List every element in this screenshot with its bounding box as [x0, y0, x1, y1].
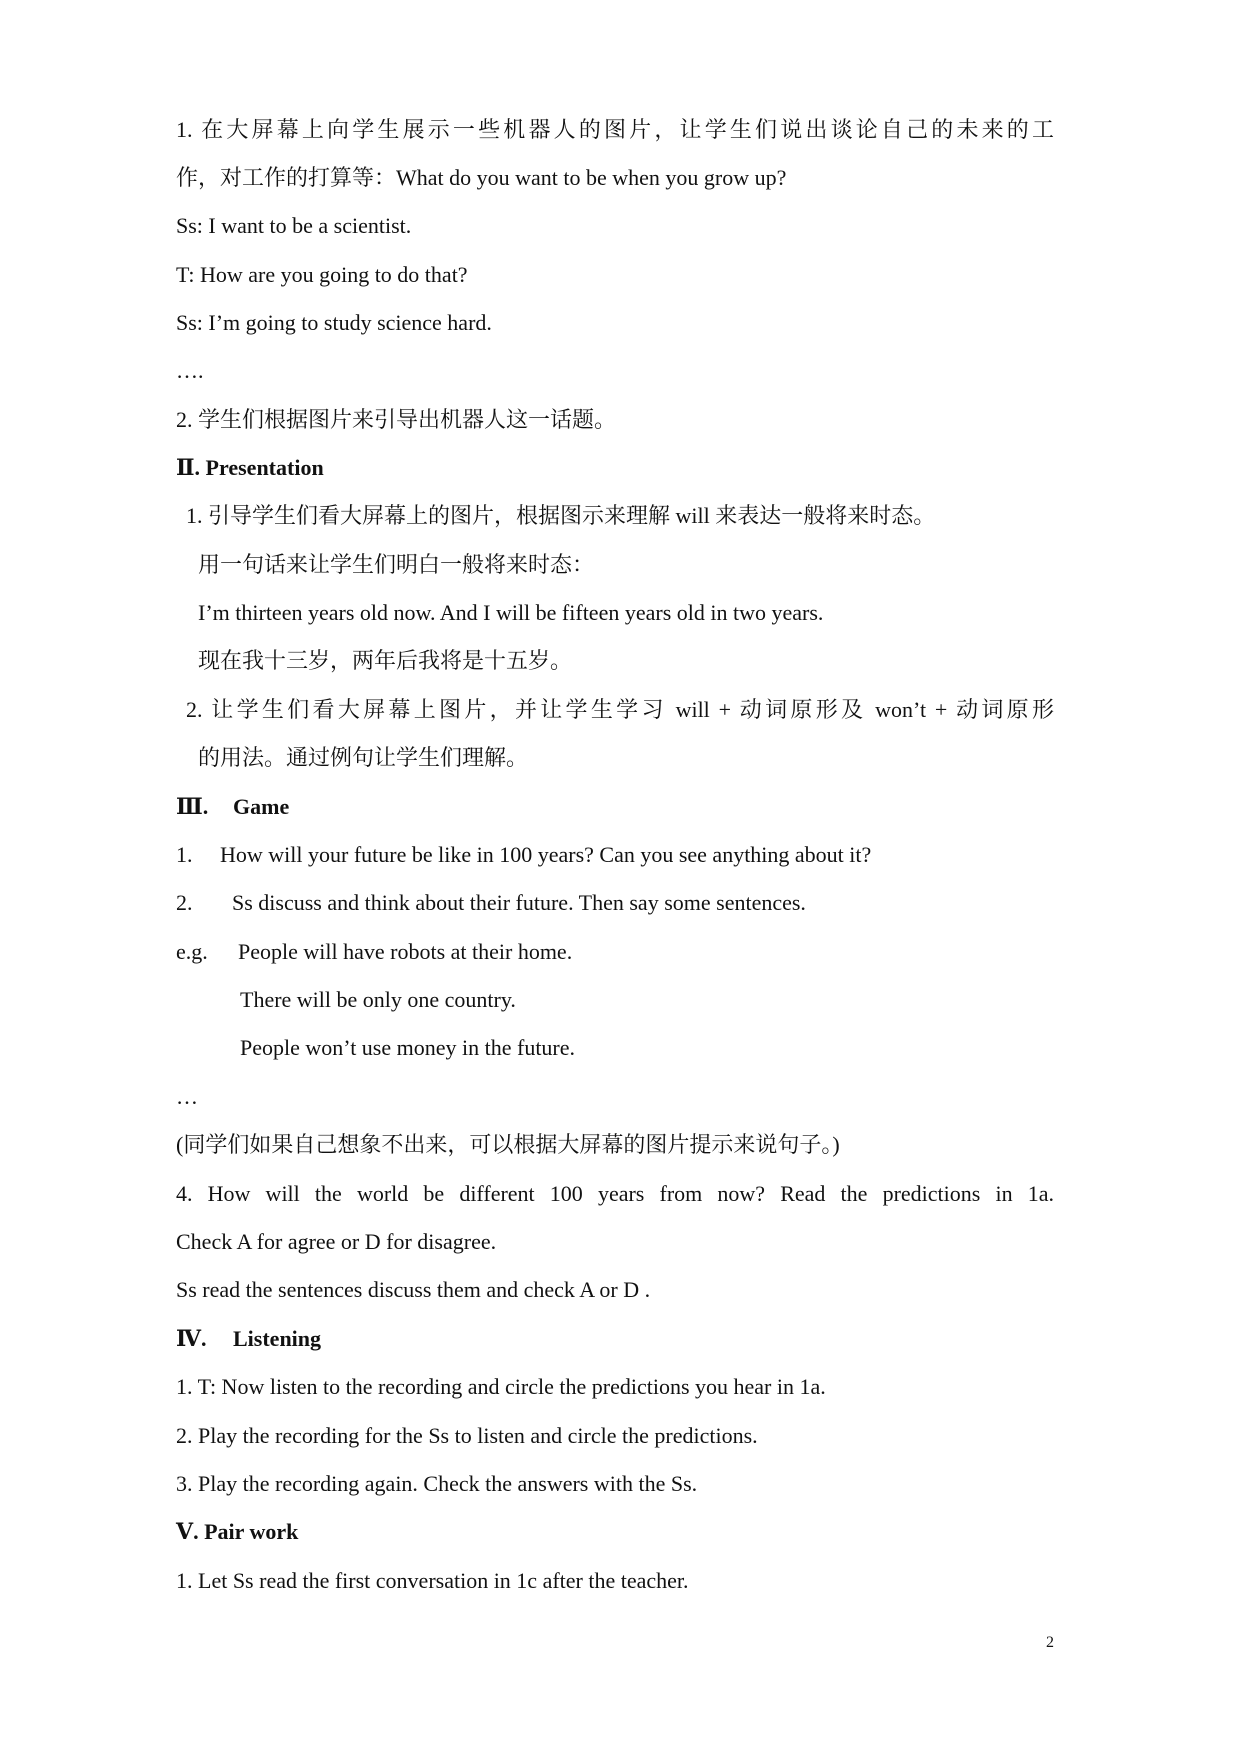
paragraph-line: 2. 学生们根据图片来引导出机器人这一话题。 [176, 407, 617, 432]
section-heading-pair-work: Ⅴ. Pair work [176, 1519, 299, 1544]
list-item-text: Ss discuss and think about their future. Then say some sentences. [232, 890, 806, 915]
list-item-number: 1. [176, 842, 193, 867]
paragraph-line: 1. 引导学生们看大屏幕上的图片，根据图示来理解 will 来表达一般将来时态。 [186, 503, 936, 528]
example-sentence: People will have robots at their home. [238, 939, 573, 964]
list-item-number: 2. [176, 890, 193, 915]
section-heading-game: Game [233, 794, 290, 819]
paragraph-line: Ss: I’m going to study science hard. [176, 310, 492, 335]
section-heading-listening-number: Ⅳ. [176, 1326, 207, 1351]
example-label: e.g. [176, 939, 208, 964]
paragraph-line: I’m thirteen years old now. And I will be fifteen years old in two years. [198, 600, 824, 625]
section-heading-listening: Listening [233, 1326, 322, 1351]
paragraph-line: 3. Play the recording again. Check the answers with the Ss. [176, 1471, 698, 1496]
paragraph-line: 2. Play the recording for the Ss to listen and circle the predictions. [176, 1423, 758, 1448]
section-heading-presentation: Ⅱ. Presentation [176, 455, 324, 480]
paragraph-line: 4. How will the world be different 100 years from now? Read the predictions in 1a. [176, 1181, 1054, 1206]
ellipsis-line: … [176, 1084, 198, 1109]
page-number: 2 [1046, 1634, 1054, 1651]
ellipsis-line: …. [176, 358, 204, 383]
example-sentence: People won’t use money in the future. [240, 1035, 576, 1060]
paragraph-line: T: How are you going to do that? [176, 262, 468, 287]
paragraph-line: 用一句话来让学生们明白一般将来时态： [198, 552, 595, 577]
paragraph-line: 作，对工作的打算等：What do you want to be when you grow up? [176, 165, 787, 190]
paragraph-line: 2. 让学生们看大屏幕上图片，并让学生学习 will + 动词原形及 won’t + 动词原形 [186, 697, 1054, 722]
paragraph-line: 1. T: Now listen to the recording and circle the predictions you hear in 1a. [176, 1374, 826, 1399]
paragraph-line: (同学们如果自己想象不出来，可以根据大屏幕的图片提示来说句子。) [176, 1132, 840, 1157]
example-sentence: There will be only one country. [240, 987, 516, 1012]
paragraph-line: Check A for agree or D for disagree. [176, 1229, 497, 1254]
paragraph-line: 1. 在大屏幕上向学生展示一些机器人的图片，让学生们说出谈论自己的未来的工 [176, 117, 1054, 142]
paragraph-line: Ss: I want to be a scientist. [176, 213, 412, 238]
list-item-text: How will your future be like in 100 years? Can you see anything about it? [220, 842, 872, 867]
paragraph-line: 的用法。通过例句让学生们理解。 [198, 745, 529, 770]
paragraph-line: Ss read the sentences discuss them and check A or D . [176, 1277, 651, 1302]
section-heading-game-number: Ⅲ. [176, 794, 209, 819]
paragraph-line: 现在我十三岁，两年后我将是十五岁。 [198, 648, 573, 673]
paragraph-line: 1. Let Ss read the first conversation in 1c after the teacher. [176, 1568, 689, 1593]
